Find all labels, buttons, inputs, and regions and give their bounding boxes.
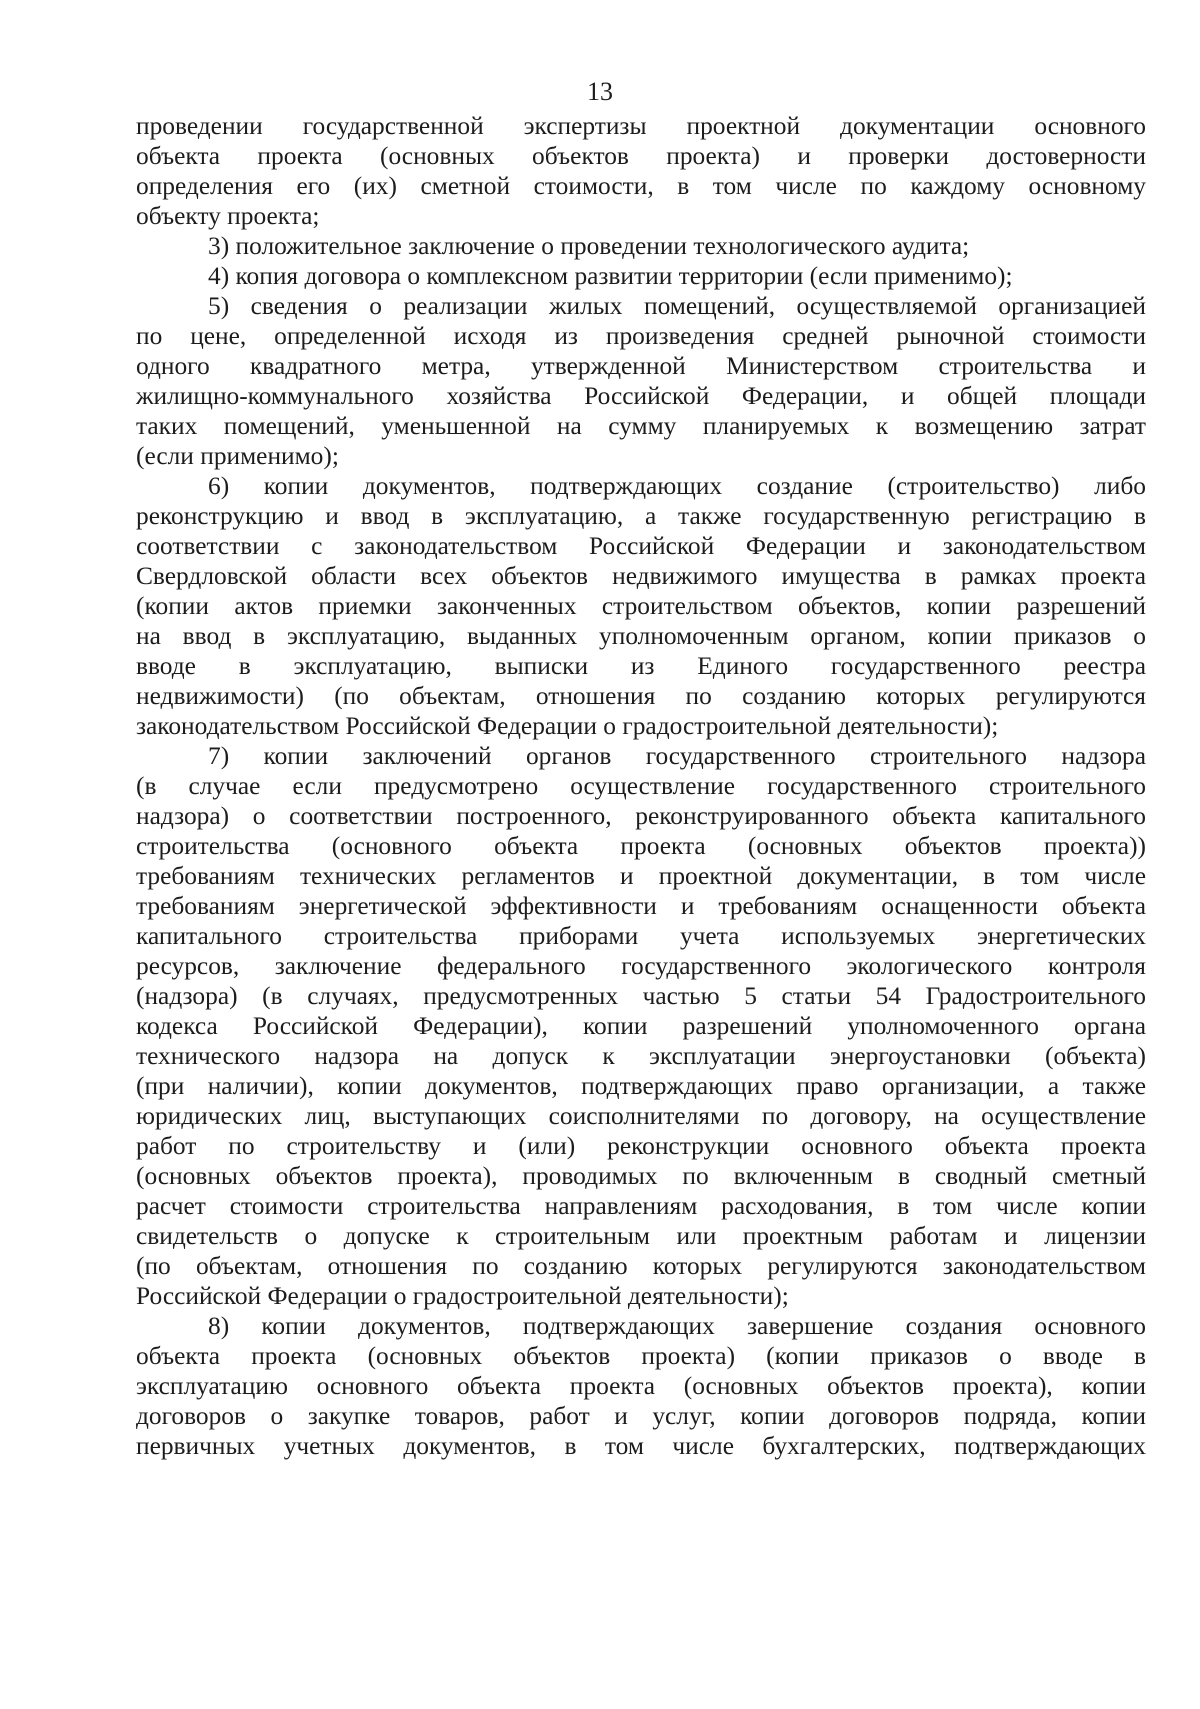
text-line: Российской Федерации о градостроительной деятельности); <box>136 1282 789 1310</box>
text-line: на ввод в эксплуатацию, выданных уполномоченным органом, копии приказов о <box>136 622 1146 650</box>
text-line: технического надзора на допуск к эксплуатации энергоустановки (объекта) <box>136 1042 1146 1070</box>
text-line: договоров о закупке товаров, работ и услуг, копии договоров подряда, копии <box>136 1402 1146 1430</box>
text-line: законодательством Российской Федерации о градостроительной деятельности); <box>136 712 999 740</box>
text-line: объекту проекта; <box>136 202 320 230</box>
text-line: проведении государственной экспертизы проектной документации основного <box>136 112 1146 140</box>
text-line: вводе в эксплуатацию, выписки из Единого государственного реестра <box>136 652 1146 680</box>
text-line: капитального строительства приборами учета используемых энергетических <box>136 922 1146 950</box>
text-line: (в случае если предусмотрено осуществление государственного строительного <box>136 772 1146 800</box>
text-line: работ по строительству и (или) реконструкции основного объекта проекта <box>136 1132 1146 1160</box>
text-line: эксплуатацию основного объекта проекта (основных объектов проекта), копии <box>136 1372 1146 1400</box>
text-line: (по объектам, отношения по созданию которых регулируются законодательством <box>136 1252 1146 1280</box>
text-line: юридических лиц, выступающих соисполнителями по договору, на осуществление <box>136 1102 1146 1130</box>
text-line: одного квадратного метра, утвержденной Министерством строительства и <box>136 352 1146 380</box>
text-line: реконструкцию и ввод в эксплуатацию, а также государственную регистрацию в <box>136 502 1146 530</box>
text-line: жилищно-коммунального хозяйства Российской Федерации, и общей площади <box>136 382 1146 410</box>
text-line: строительства (основного объекта проекта (основных объектов проекта)) <box>136 832 1146 860</box>
text-line: (если применимо); <box>136 442 339 470</box>
text-line: (при наличии), копии документов, подтверждающих право организации, а также <box>136 1072 1146 1100</box>
text-line: определения его (их) сметной стоимости, в том числе по каждому основному <box>136 172 1146 200</box>
text-line: надзора) о соответствии построенного, реконструированного объекта капитального <box>136 802 1146 830</box>
text-line: первичных учетных документов, в том числе бухгалтерских, подтверждающих <box>136 1432 1146 1460</box>
text-line: объекта проекта (основных объектов проекта) (копии приказов о вводе в <box>136 1342 1146 1370</box>
text-line: 7) копии заключений органов государственного строительного надзора <box>208 742 1146 770</box>
text-line: 4) копия договора о комплексном развитии территории (если применимо); <box>208 262 1013 290</box>
text-line: требованиям энергетической эффективности и требованиям оснащенности объекта <box>136 892 1146 920</box>
text-line: (основных объектов проекта), проводимых по включенным в сводный сметный <box>136 1162 1146 1190</box>
text-line: соответствии с законодательством Российской Федерации и законодательством <box>136 532 1146 560</box>
text-line: ресурсов, заключение федерального государственного экологического контроля <box>136 952 1146 980</box>
text-line: 3) положительное заключение о проведении технологического аудита; <box>208 232 970 260</box>
page-number: 13 <box>587 77 613 106</box>
text-line: свидетельств о допуске к строительным или проектным работам и лицензии <box>136 1222 1146 1250</box>
text-line: недвижимости) (по объектам, отношения по созданию которых регулируются <box>136 682 1146 710</box>
text-line: кодекса Российской Федерации), копии разрешений уполномоченного органа <box>136 1012 1146 1040</box>
text-line: требованиям технических регламентов и проектной документации, в том числе <box>136 862 1146 890</box>
text-line: (надзора) (в случаях, предусмотренных частью 5 статьи 54 Градостроительного <box>136 982 1146 1010</box>
text-line: по цене, определенной исходя из произведения средней рыночной стоимости <box>136 322 1146 350</box>
text-line: 8) копии документов, подтверждающих завершение создания основного <box>208 1312 1146 1340</box>
text-line: (копии актов приемки законченных строительством объектов, копии разрешений <box>136 592 1146 620</box>
text-line: расчет стоимости строительства направлениям расходования, в том числе копии <box>136 1192 1146 1220</box>
text-line: 6) копии документов, подтверждающих создание (строительство) либо <box>208 472 1146 500</box>
text-line: Свердловской области всех объектов недвижимого имущества в рамках проекта <box>136 562 1146 590</box>
text-line: 5) сведения о реализации жилых помещений, осуществляемой организацией <box>208 292 1146 320</box>
text-line: таких помещений, уменьшенной на сумму планируемых к возмещению затрат <box>136 412 1146 440</box>
text-line: объекта проекта (основных объектов проекта) и проверки достоверности <box>136 142 1146 170</box>
